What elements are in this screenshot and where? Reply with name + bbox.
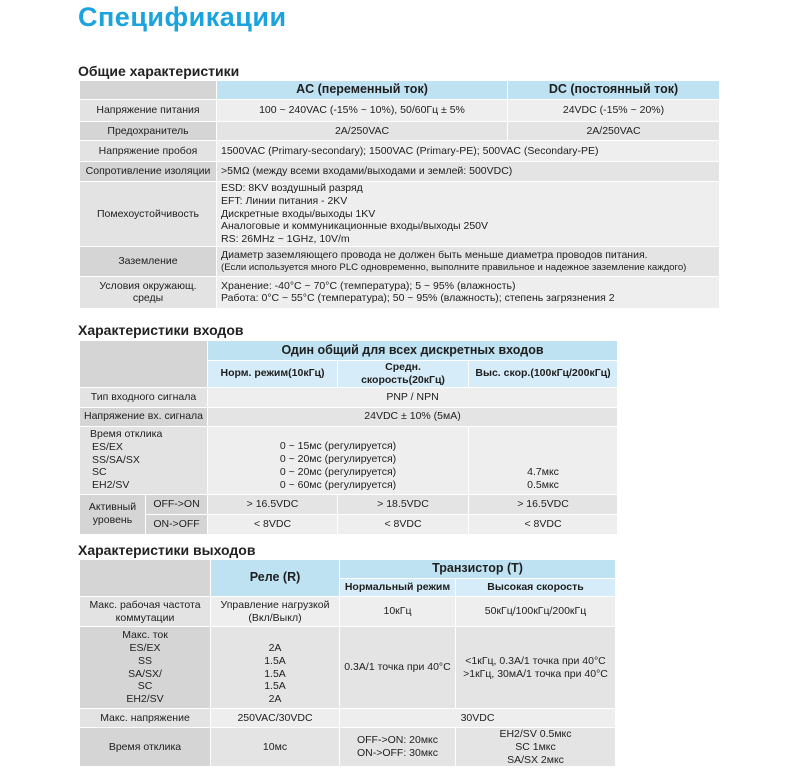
environment-operation: Работа: 0°C ~ 55°C (температура); 50 ~ 95% (влажность); степень загрязнения 2 (221, 292, 615, 305)
model-label: SA/SX/ (128, 667, 162, 680)
max-current-relay (211, 627, 340, 709)
signal-voltage-label: Напряжение вх. сигнала (80, 407, 208, 426)
noise-line: EFT: Линии питания - 2KV (221, 194, 348, 207)
outputs-spec-table (79, 559, 616, 767)
output-response-normal (340, 728, 456, 767)
response-value: 0 ~ 20мс (регулируется) (279, 453, 397, 466)
input-response-label (80, 426, 208, 494)
general-header-ac: AC (переменный ток) (217, 81, 508, 100)
page-title: Спецификации (78, 2, 287, 32)
max-current-normal: 0.3A/1 точка при 40°C (340, 627, 456, 709)
active-level-word: Активный (88, 501, 137, 514)
high-current-value: >1кГц, 30мА/1 точка при 40°C (463, 667, 608, 680)
noise-line: RS: 26MHz ~ 1GHz, 10V/m (221, 233, 350, 246)
supply-voltage-ac: 100 ~ 240VAC (-15% ~ 10%), 50/60Гц ± 5% (217, 100, 508, 122)
max-current-label (80, 627, 211, 709)
environment-label: Условия окружающ. среды (80, 276, 217, 308)
response-value: 0 ~ 15мс (регулируется) (279, 440, 397, 453)
fuse-ac: 2A/250VAC (217, 122, 508, 141)
grounding-note: (Если используется много PLC одновременно, выполните правильное и надежное заземление каждого) (221, 262, 687, 274)
switching-frequency-normal: 10кГц (340, 597, 456, 627)
switching-frequency-relay: Управление нагрузкой (Вкл/Выкл) (211, 597, 340, 627)
general-header-dc: DC (постоянный ток) (508, 81, 720, 100)
relay-current-value: 1.5A (264, 680, 286, 693)
breakdown-voltage-value: 1500VAC (Primary-secondary); 1500VAC (Primary-PE); 500VAC (Secondary-PE) (217, 141, 720, 162)
inputs-header-empty (80, 341, 208, 388)
grounding-line: Диаметр заземляющего провода не должен быть меньше диаметра проводов питания. (221, 249, 648, 262)
inputs-col-high: Выс. скор.(100кГц/200кГц) (469, 361, 618, 388)
max-current-heading: Макс. ток (122, 629, 168, 642)
environment-storage: Хранение: -40°C ~ 70°C (температура); 5 ~ 95% (влажность) (221, 279, 516, 292)
output-response-label: Время отклика (80, 728, 211, 767)
grounding-label: Заземление (80, 246, 217, 276)
noise-line: Дискретные входы/выходы 1KV (221, 207, 376, 220)
model-label: SS/SA/SX (92, 453, 140, 466)
max-current-high (456, 627, 616, 709)
supply-voltage-label: Напряжение питания (80, 100, 217, 122)
off-on-medium: > 18.5VDC (338, 494, 469, 514)
relay-current-value: 2A (268, 642, 282, 655)
response-value: 0 ~ 60мс (регулируется) (279, 478, 397, 491)
breakdown-voltage-label: Напряжение пробоя (80, 141, 217, 162)
noise-line: Аналоговые и коммуникационные входы/выходы 250V (221, 220, 489, 233)
active-level-word: уровень (92, 514, 133, 527)
response-high-value: 4.7мкс (527, 466, 559, 478)
response-high-line: EH2/SV 0.5мкс (499, 728, 572, 740)
grounding-value (217, 246, 720, 276)
on-off-label: ON->OFF (146, 514, 208, 534)
on-off-high: < 8VDC (469, 514, 618, 534)
insulation-label: Сопротивление изоляции (80, 162, 217, 182)
response-normal-line: ON->OFF: 30мкс (356, 747, 439, 760)
general-section-title: Общие характеристики (78, 63, 240, 79)
model-label: EH2/SV (92, 479, 130, 492)
input-response-high (469, 426, 618, 494)
relay-current-value: 2A (268, 693, 282, 706)
on-off-medium: < 8VDC (338, 514, 469, 534)
max-voltage-label: Макс. напряжение (80, 709, 211, 728)
fuse-label: Предохранитель (80, 122, 217, 141)
general-header-empty (80, 81, 217, 100)
outputs-col-high: Высокая скорость (456, 579, 616, 597)
response-normal-line: OFF->ON: 20мкс (356, 734, 439, 747)
relay-current-value: 1.5A (264, 667, 286, 680)
active-level-label (80, 494, 146, 534)
response-high-line: SC 1мкс (515, 740, 556, 753)
signal-type-value: PNP / NPN (208, 387, 618, 407)
outputs-col-transistor: Транзистор (T) (340, 560, 616, 579)
on-off-normal: < 8VDC (208, 514, 338, 534)
model-label: ES/EX (129, 641, 161, 654)
response-high-line: SA/SX 2мкс (507, 753, 564, 766)
signal-voltage-value: 24VDC ± 10% (5мА) (208, 407, 618, 426)
noise-line: ESD: 8KV воздушный разряд (221, 182, 363, 194)
response-time-heading: Время отклика (90, 428, 163, 441)
general-spec-table (79, 80, 720, 309)
switching-frequency-label: Макс. рабочая частота коммутации (80, 597, 211, 627)
max-voltage-transistor: 30VDC (340, 709, 616, 728)
signal-type-label: Тип входного сигнала (80, 387, 208, 407)
outputs-header-empty (80, 560, 211, 597)
model-label: EH2/SV (126, 693, 164, 706)
inputs-col-medium: Средн. скорость(20кГц) (338, 361, 469, 388)
inputs-section-title: Характеристики входов (78, 322, 244, 338)
max-voltage-relay: 250VAC/30VDC (211, 709, 340, 728)
off-on-normal: > 16.5VDC (208, 494, 338, 514)
outputs-col-relay: Реле (R) (211, 560, 340, 597)
supply-voltage-dc: 24VDC (-15% ~ 20%) (508, 100, 720, 122)
fuse-dc: 2A/250VAC (508, 122, 720, 141)
off-on-label: OFF->ON (146, 494, 208, 514)
noise-immunity-label: Помехоустойчивость (80, 182, 217, 247)
environment-value (217, 276, 720, 308)
output-response-relay: 10мс (211, 728, 340, 767)
inputs-spec-table (79, 340, 618, 535)
off-on-high: > 16.5VDC (469, 494, 618, 514)
input-response-values (208, 426, 469, 494)
response-high-value: 0.5мкс (527, 478, 559, 491)
output-response-high (456, 728, 616, 767)
high-current-value: <1кГц, 0.3A/1 точка при 40°C (465, 654, 606, 667)
model-label: SC (137, 680, 153, 693)
insulation-value: >5MΩ (между всеми входами/выходами и землей: 500VDC) (217, 162, 720, 182)
model-label: SC (92, 466, 107, 479)
response-value: 0 ~ 20мс (регулируется) (279, 466, 397, 478)
model-label: ES/EX (92, 440, 123, 453)
outputs-section-title: Характеристики выходов (78, 542, 256, 558)
inputs-header-main: Один общий для всех дискретных входов (208, 341, 618, 361)
model-label: SS (137, 654, 152, 667)
switching-frequency-high: 50кГц/100кГц/200кГц (456, 597, 616, 627)
relay-current-value: 1.5A (264, 654, 286, 667)
outputs-col-normal: Нормальный режим (340, 579, 456, 597)
noise-immunity-value (217, 182, 720, 247)
inputs-col-normal: Норм. режим(10кГц) (208, 361, 338, 388)
